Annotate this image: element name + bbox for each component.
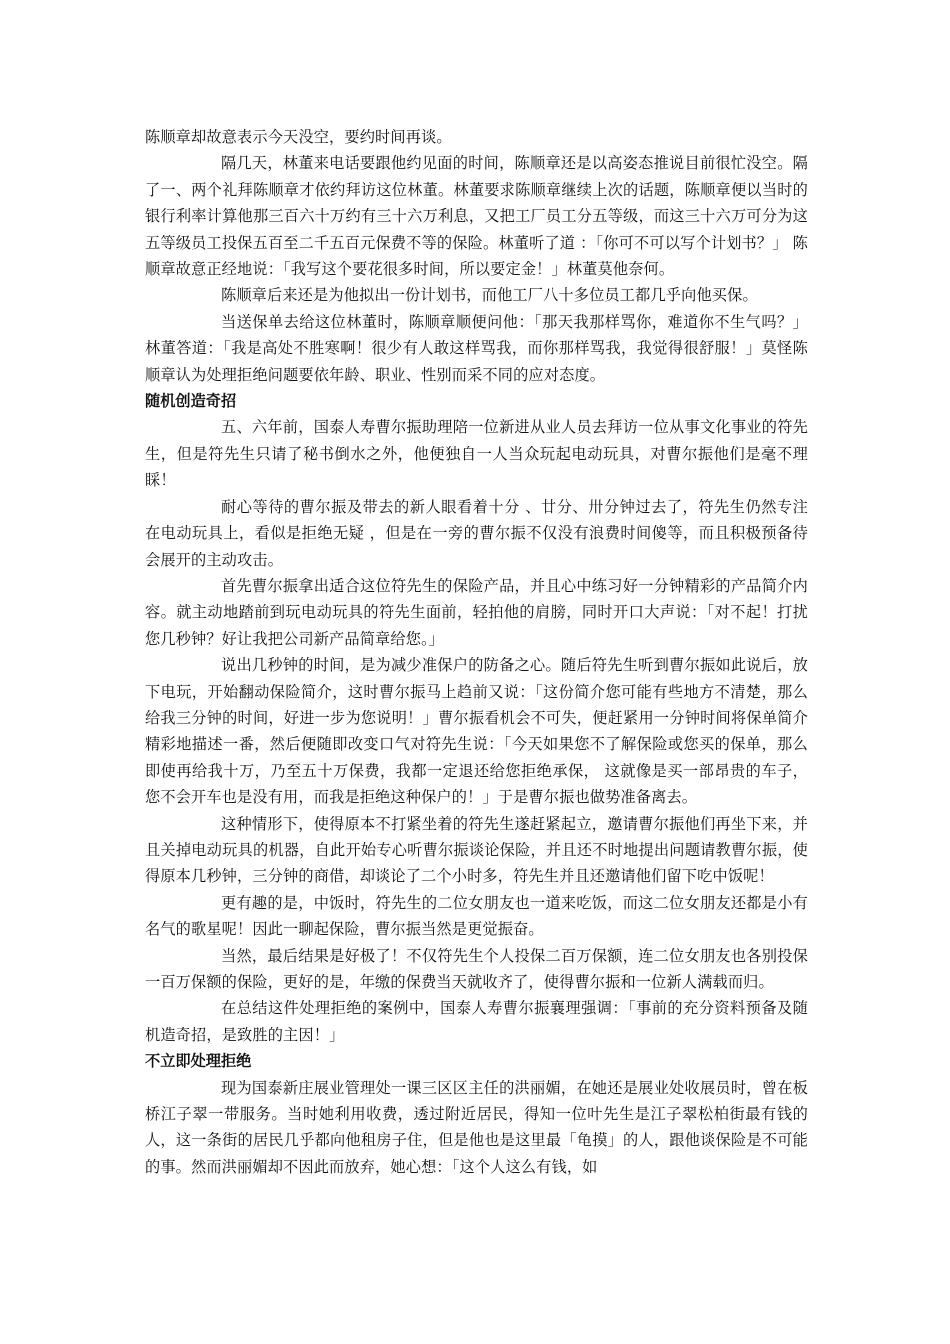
paragraph-7: 首先曹尔振拿出适合这位符先生的保险产品，并且心中练习好一分钟精彩的产品简介内容。就主动地踏前到玩电动玩具的符先生面前，轻拍他的肩膀，同时开口大声说：「对不起！打扰您几秒钟？好让我把公司新产品简章给您。」 — [145, 576, 808, 648]
section-heading-random-tricks: 随机创造奇招 — [145, 392, 237, 411]
paragraph-10: 更有趣的是，中饭时，符先生的二位女朋友也一道来吃饭，而这二位女朋友还都是小有名气的歌星呢！因此一聊起保险，曹尔振当然是更觉振奋。 — [145, 893, 808, 939]
paragraph-5: 五、六年前，国泰人寿曹尔振助理陪一位新进从业人员去拜访一位从事文化事业的符先生，但是符先生只请了秘书倒水之外，他便独自一人当众玩起电动玩具，对曹尔振他们是毫不理睬！ — [145, 418, 808, 490]
paragraph-1: 陈顺章却故意表示今天没空，要约时间再谈。 — [145, 128, 452, 146]
paragraph-12: 在总结这件处理拒绝的案例中，国泰人寿曹尔振襄理强调：「事前的充分资料预备及随机造奇招，是致胜的主因！」 — [145, 999, 808, 1044]
paragraph-8: 说出几秒钟的时间，是为减少准保户的防备之心。随后符先生听到曹尔振如此说后，放下电玩，开始翻动保险简介，这时曹尔振马上趋前又说：「这份简介您可能有些地方不清楚，那么给我三分钟的时间，好进一步为您说明！」曹尔振看机会不可失，便赶紧用一分钟时间将保单简介精彩地描述一番，然后便随即改变口气对符先生说：「今天如果您不了解保险或您买的保单，那么即使再给我十万，乃至五十万保费，我都一定退还给您拒绝承保， 这就像是买一部昂贵的车子，您不会开车也是没有用，而我是拒绝这种保户的！」于是曹尔振也做势准备离去。 — [145, 656, 808, 807]
paragraph-2: 隔几天，林董来电话要跟他约见面的时间，陈顺章还是以高姿态推说目前很忙没空。隔了一、两个礼拜陈顺章才依约拜访这位林董。林董要求陈顺章继续上次的话题，陈顺章便以当时的银行利率计算他那三百六十万约有三十六万利息，又把工厂员工分五等级，而这三十六万可分为这五等级员工投保五百至二千五百元保费不等的保险。林董听了道 ：「你可不可以写个计划书？」 陈顺章故意正经地说：「我写这个要花很多时间，所以要定金！」林董莫他奈何。 — [145, 154, 808, 279]
paragraph-11: 当然，最后结果是好极了！不仅符先生个人投保二百万保额，连二位女朋友也各别投保一百万保额的保险，更好的是，年缴的保费当天就收齐了，使得曹尔振和一位新人满载而归。 — [145, 946, 808, 991]
paragraph-6: 耐心等待的曹尔振及带去的新人眼看着十分 、廿分、卅分钟过去了，符先生仍然专注在电动玩具上，看似是拒绝无疑 ，但是在一旁的曹尔振不仅没有浪费时间傻等，而且积极预备待会展开的主动攻击。 — [145, 497, 808, 569]
document-page — [145, 124, 808, 1180]
section-heading-delay-handling: 不立即处理拒绝 — [145, 1052, 252, 1071]
paragraph-9: 这种情形下，使得原本不打紧坐着的符先生遂赶紧起立，邀请曹尔振他们再坐下来，并且关掉电动玩具的机器，自此开始专心听曹尔振谈论保险，并且还不时地提出问题请教曹尔振，使得原本几秒钟，三分钟的商借，却谈论了二个小时多，符先生并且还邀请他们留下吃中饭呢！ — [145, 814, 808, 886]
paragraph-4: 当送保单去给这位林董时，陈顺章顺便问他：「那天我那样骂你，难道你不生气吗？」林董答道：「我是高处不胜寒啊！很少有人敢这样骂我，而你那样骂我，我觉得很舒服！」莫怪陈顺章认为处理拒绝问题要依年龄、职业、性别而采不同的应对态度。 — [145, 312, 808, 384]
paragraph-3: 陈顺章后来还是为他拟出一份计划书，而他工厂八十多位员工都几乎向他买保。 — [221, 286, 758, 305]
paragraph-13: 现为国泰新庄展业管理处一课三区区主任的洪丽媚，在她还是展业处收展员时，曾在板桥江子翠一带服务。当时她利用收费，透过附近居民，得知一位叶先生是江子翠松柏街最有钱的人，这一条街的居民几乎都向他租房子住，但是他也是这里最「龟摸」的人，跟他谈保险是不可能的事。然而洪丽媚却不因此而放弃，她心想：「这个人这么有钱，如 — [145, 1078, 808, 1176]
